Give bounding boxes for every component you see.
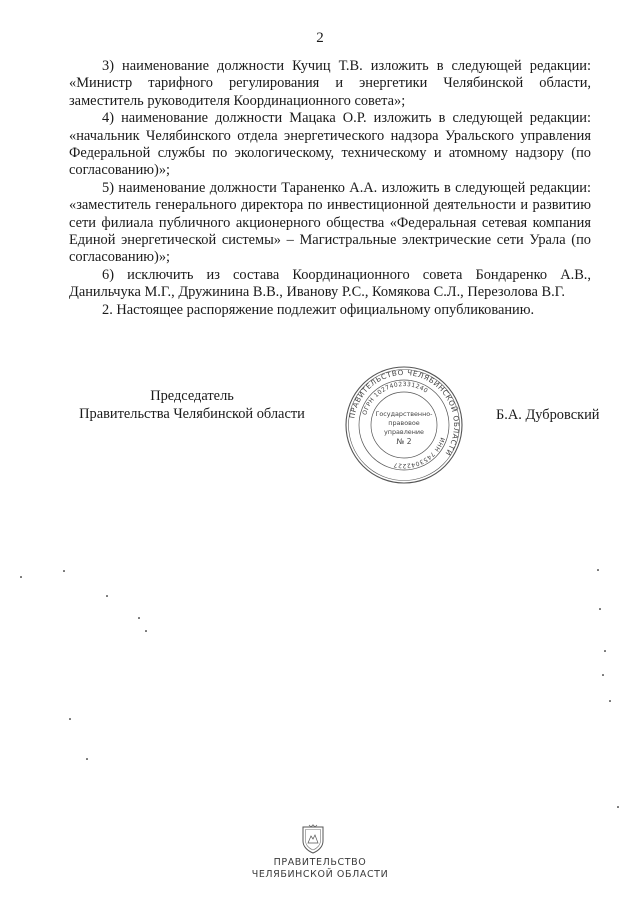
svg-text:Государственно-: Государственно-: [375, 410, 433, 418]
signatory-name: Б.А. Дубровский: [496, 407, 600, 423]
coat-of-arms-icon: [300, 824, 326, 854]
svg-text:ОГРН 1027402331240: ОГРН 1027402331240: [361, 380, 430, 416]
signature-block: [0, 387, 640, 507]
paragraph-item-4: 4) наименование должности Мацака О.Р. изложить в следующей редакции: «начальник Челябинского отдела энергетического надзора Уральского управления Федеральной службы по экологическому, техническому и атомному надзору (по согласованию)»;: [69, 110, 591, 179]
svg-text:ИНН 7453042227: ИНН 7453042227: [392, 436, 446, 470]
signatory-title-line1: Председатель: [150, 388, 234, 404]
paragraph-clause-2: 2. Настоящее распоряжение подлежит официальному опубликованию.: [102, 301, 535, 318]
footer-line2: ЧЕЛЯБИНСКОЙ ОБЛАСТИ: [251, 869, 389, 880]
paragraph-item-5: 5) наименование должности Тараненко А.А. изложить в следующей редакции: «заместитель генерального директора по инвестиционной деятельности и развитию сети филиала публичного акционерного общества «Федеральная сетевая компания Единой энергетической системы» – Магистральные электрические сети Урала (по согласованию)»;: [69, 179, 591, 266]
footer-line1: ПРАВИТЕЛЬСТВО: [273, 857, 367, 868]
svg-text:№ 2: № 2: [396, 437, 412, 446]
svg-text:ПРАВИТЕЛЬСТВО ЧЕЛЯБИНСКОЙ ОБЛА: ПРАВИТЕЛЬСТВО ЧЕЛЯБИНСКОЙ ОБЛАСТИ: [347, 367, 462, 458]
document-body: [69, 58, 591, 319]
paragraph-item-3: 3) наименование должности Кучиц Т.В. изложить в следующей редакции: «Министр тарифного регулирования и энергетики Челябинской области, заместитель руководителя Координационного совета»;: [69, 58, 591, 109]
svg-text:правовое: правовое: [388, 419, 420, 427]
paragraph-item-6: 6) исключить из состава Координационного совета Бондаренко А.В., Данильчука М.Г., Дружинина В.В., Иванову Р.С., Комякова С.Л., Перезолова В.Г.: [69, 266, 591, 301]
svg-text:управление: управление: [384, 428, 424, 436]
page-number: 2: [316, 30, 324, 46]
signatory-title: [72, 387, 312, 423]
signatory-title-line2: Правительства Челябинской области: [79, 406, 305, 422]
official-seal-stamp: [343, 364, 465, 486]
footer-org-name: [0, 857, 640, 881]
